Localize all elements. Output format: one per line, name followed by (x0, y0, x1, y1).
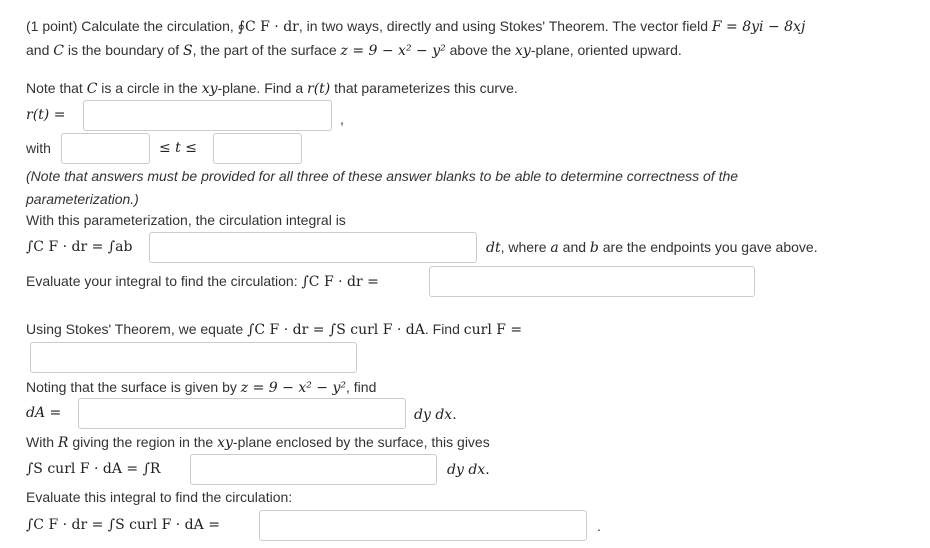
intro-line-1 (26, 16, 805, 37)
note-italic-2: parameterization.) (26, 191, 139, 207)
xy-label: xy (217, 435, 233, 451)
text-surface-part: , the part of the surface (192, 42, 341, 58)
dt-line (486, 237, 818, 258)
noting-line (26, 377, 376, 398)
with-param-line: With this parameterization, the circulation integral is (26, 212, 346, 228)
dy-dx-text: dy dx (447, 462, 486, 478)
with-label: with (26, 140, 51, 156)
final-circulation-input[interactable] (259, 510, 587, 541)
text-find: , find (346, 379, 377, 395)
text-where: , where (500, 239, 551, 255)
dA-label: dA = (26, 405, 62, 421)
intro-mid: , in two ways, directly and using Stokes' Theorem. The vector field (298, 18, 712, 34)
intro-line-2 (26, 40, 682, 61)
xy-label: xy (515, 43, 531, 59)
evaluate-line (26, 271, 379, 292)
text-gives: -plane enclosed by the surface, this gives (232, 434, 490, 450)
text-find: . Find (424, 321, 464, 337)
text-noting: Noting that the surface is given by (26, 379, 241, 395)
text-with: With (26, 434, 58, 450)
r-t-input[interactable] (83, 100, 332, 131)
integral-a-b: ∫C F · dr = ∫ab (26, 239, 133, 255)
text-above: above the (445, 42, 516, 58)
curl-input[interactable] (30, 342, 357, 373)
t-lower-input[interactable] (61, 133, 150, 164)
dt-text: dt (486, 240, 501, 256)
text-evaluate: Evaluate your integral to find the circulation: (26, 273, 302, 289)
surface-equation: z = 9 − x² − y² (240, 380, 347, 396)
endpoint-a: a (550, 240, 559, 256)
t-upper-input[interactable] (213, 133, 302, 164)
surface-integral-label: ∫S curl F · dA = ∫R (26, 461, 161, 477)
note-italic-1: (Note that answers must be provided for all three of these answer blanks to be able to determine correctness of the (26, 168, 739, 184)
intro-pre: (1 point) Calculate the circulation, (26, 18, 238, 34)
r-t-label: r(t) = (26, 107, 66, 123)
circulation-input[interactable] (429, 266, 755, 297)
text-and: and (558, 239, 590, 255)
text-endpoints: are the endpoints you gave above. (598, 239, 818, 255)
circulation-eq: ∫C F · dr = (301, 274, 379, 290)
t-bounds: ≤ t ≤ (159, 140, 197, 156)
final-equation: ∫C F · dr = ∫S curl F · dA = (26, 517, 220, 533)
text-note: Note that (26, 80, 87, 96)
r-of-t: r(t) (307, 81, 331, 97)
period: . (485, 462, 490, 478)
comma: , (340, 111, 344, 127)
text-is-boundary: is the boundary of (63, 42, 184, 58)
period: . (452, 407, 457, 423)
stokes-line (26, 319, 522, 340)
curve-c: C (86, 81, 98, 97)
with-r-line (26, 432, 490, 453)
final-period: . (597, 518, 601, 534)
region-r: R (57, 435, 69, 451)
surface-equation: z = 9 − x² − y² (340, 43, 446, 59)
curve-c: C (53, 43, 64, 59)
integrand-input[interactable] (149, 232, 477, 263)
text-region: giving the region in the (68, 434, 218, 450)
curl-f-label: curl F = (463, 322, 523, 338)
dy-dx-2 (447, 460, 490, 480)
dy-dx-1 (414, 405, 457, 425)
note-circle-line (26, 78, 518, 99)
text-stokes: Using Stokes' Theorem, we equate (26, 321, 248, 337)
xy-label: xy (201, 81, 218, 97)
surface-integrand-input[interactable] (190, 454, 437, 485)
evaluate2-line: Evaluate this integral to find the circulation: (26, 489, 293, 505)
stokes-equation: ∫C F · dr = ∫S curl F · dA (247, 322, 425, 338)
text-circle: is a circle in the (97, 80, 202, 96)
surface-s: S (183, 43, 193, 59)
text-parameterizes: that parameterizes this curve. (330, 80, 518, 96)
text-oriented: -plane, oriented upward. (530, 42, 682, 58)
dA-input[interactable] (78, 398, 406, 429)
dy-dx-text: dy dx (414, 407, 453, 423)
text-find: -plane. Find a (217, 80, 307, 96)
circulation-integral: ∮C F · dr (237, 19, 299, 35)
field-equation: F = 8yi − 8xj (711, 19, 806, 35)
text-and: and (26, 42, 54, 58)
endpoint-b: b (589, 240, 599, 256)
